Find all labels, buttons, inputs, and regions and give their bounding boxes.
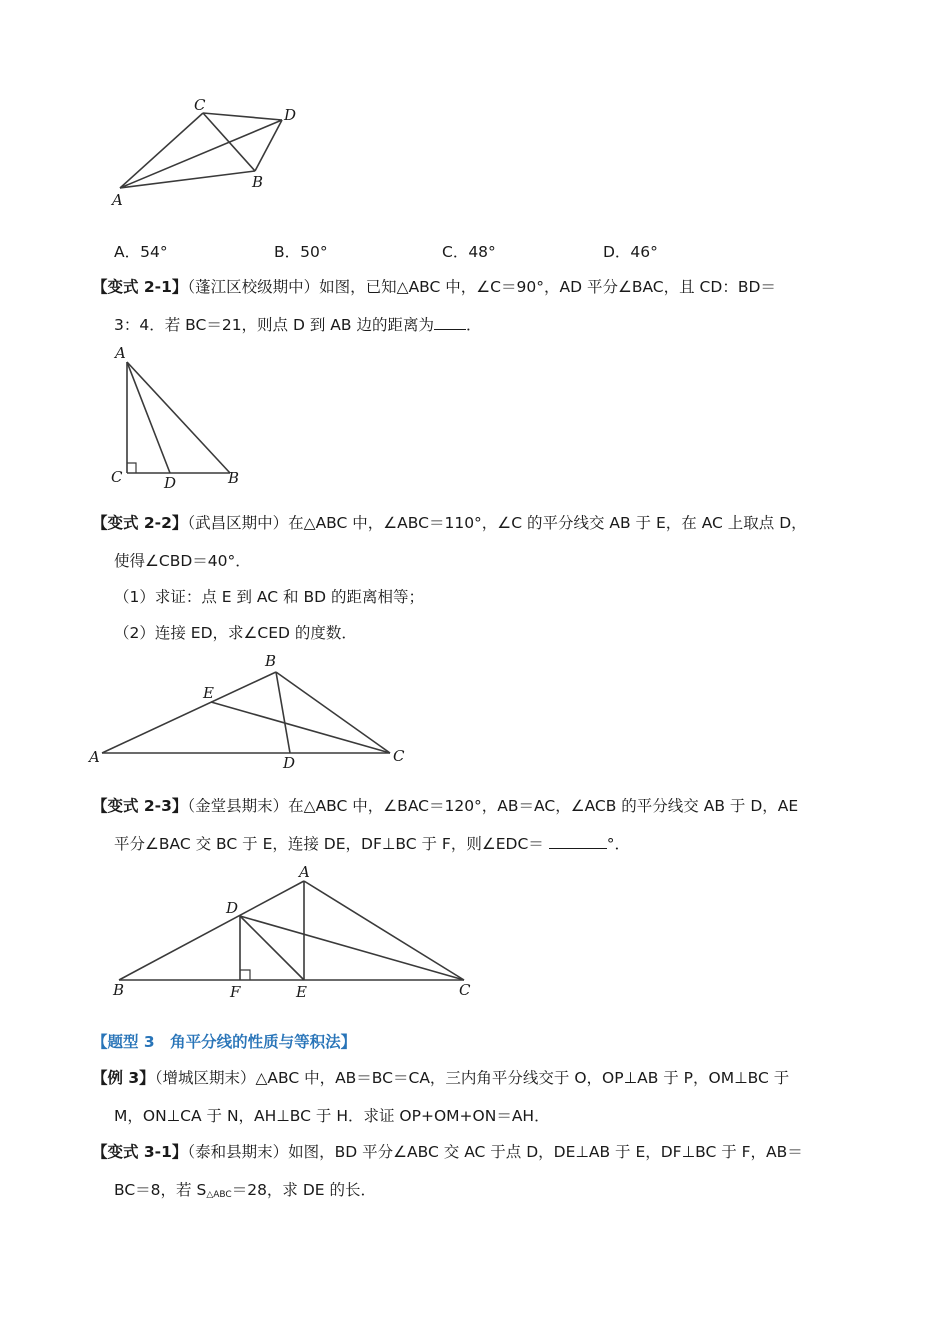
ex3-line2: M，ON⊥CA 于 N，AH⊥BC 于 H．求证 OP+OM+ON＝AH．	[114, 1107, 550, 1125]
v21-line1	[92, 276, 776, 298]
point-label-b: B	[252, 173, 264, 191]
v31-text2: BC＝8，若 S	[114, 1181, 207, 1199]
point-label-d: D	[164, 474, 177, 492]
v22-question-2: （2）连接 ED，求∠CED 的度数．	[114, 624, 357, 642]
point-label-c: C	[459, 981, 471, 999]
v23-line1	[92, 795, 798, 817]
point-label-a: A	[299, 863, 310, 881]
v22-line1	[92, 512, 807, 534]
option-d[interactable]: D．46°	[603, 243, 658, 261]
point-label-b: B	[228, 469, 240, 487]
v23-text2-end: °．	[606, 835, 630, 853]
option-c[interactable]: C．48°	[442, 243, 496, 261]
answer-blank[interactable]	[549, 834, 607, 849]
v23-tag: 【变式 2-3】	[92, 797, 188, 815]
answer-blank[interactable]	[434, 315, 466, 330]
point-label-d: D	[284, 106, 297, 124]
v23-text1: （金堂县期末）在△ABC 中，∠BAC＝120°，AB＝AC，∠ACB 的平分线交 AB 于 D，AE	[187, 797, 799, 815]
v21-text2: 3：4．若 BC＝21，则点 D 到 AB 边的距离为	[114, 316, 434, 334]
option-b[interactable]: B．50°	[274, 243, 328, 261]
figure-quadrilateral	[100, 95, 320, 215]
v21-text1: （蓬江区校级期中）如图，已知△ABC 中，∠C＝90°，AD 平分∠BAC，且 CD：BD＝	[187, 278, 776, 296]
v23-text2: 平分∠BAC 交 BC 于 E，连接 DE，DF⊥BC 于 F，则∠EDC＝	[114, 835, 544, 853]
v31-line2	[114, 1179, 376, 1206]
point-label-c: C	[111, 468, 123, 486]
point-label-c: C	[393, 747, 405, 765]
point-label-d: D	[226, 899, 239, 917]
v22-question-1: （1）求证：点 E 到 AC 和 BD 的距离相等；	[114, 588, 424, 606]
v31-tag: 【变式 3-1】	[92, 1143, 188, 1161]
v21-line2	[114, 314, 481, 336]
v31-line1	[92, 1141, 803, 1163]
ex3-tag: 【例 3】	[92, 1069, 155, 1087]
v21-text2-end: ．	[465, 316, 482, 334]
point-label-e: E	[203, 684, 214, 702]
point-label-a: A	[112, 191, 123, 209]
v31-text1: （泰和县期末）如图，BD 平分∠ABC 交 AC 于点 D，DE⊥AB 于 E，DF⊥BC 于 F，AB＝	[187, 1143, 803, 1161]
point-label-f: F	[230, 983, 241, 1001]
v31-text2-end: ＝28，求 DE 的长．	[231, 1181, 377, 1199]
ex3-line1	[92, 1067, 789, 1089]
v21-tag: 【变式 2-1】	[92, 278, 188, 296]
point-label-a: A	[115, 344, 126, 362]
v22-text1: （武昌区期中）在△ABC 中，∠ABC＝110°，∠C 的平分线交 AB 于 E，在 AC 上取点 D，	[187, 514, 807, 532]
point-label-b: B	[113, 981, 125, 999]
point-label-e: E	[296, 983, 307, 1001]
ex3-text1: （增城区期末）△ABC 中，AB＝BC＝CA，三内角平分线交于 O，OP⊥AB 于 P，OM⊥BC 于	[154, 1069, 790, 1087]
area-subscript: △ABC	[206, 1190, 232, 1200]
point-label-a: A	[89, 748, 100, 766]
figure-isosceles-triangle	[105, 860, 485, 1005]
point-label-b: B	[265, 652, 277, 670]
v22-line2: 使得∠CBD＝40°．	[114, 552, 251, 570]
section-3-title: 【题型 3 角平分线的性质与等积法】	[92, 1033, 357, 1051]
point-label-d: D	[283, 754, 296, 772]
figure-triangle-bisector	[85, 650, 415, 775]
option-a[interactable]: A．54°	[114, 243, 168, 261]
point-label-c: C	[194, 96, 206, 114]
figure-right-triangle	[100, 340, 260, 490]
v22-tag: 【变式 2-2】	[92, 514, 188, 532]
v23-line2	[114, 833, 630, 855]
